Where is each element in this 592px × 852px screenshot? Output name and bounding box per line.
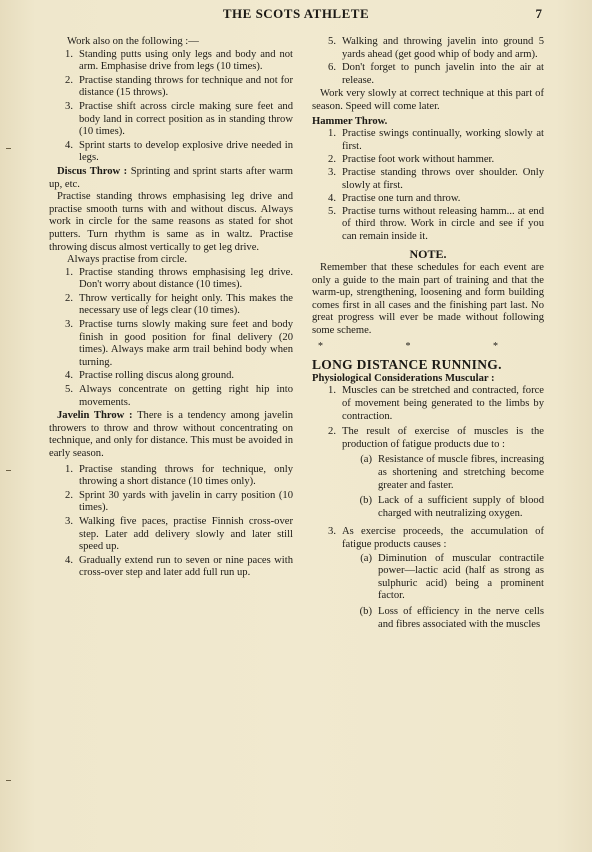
item-number: (a) [360, 454, 372, 466]
list-item [312, 495, 544, 520]
list-item [49, 49, 293, 74]
list-item [49, 293, 293, 318]
long-distance-item-3 [312, 526, 544, 551]
item-number: 3. [328, 166, 336, 178]
discus-list [49, 267, 293, 410]
item-number: 3. [65, 100, 73, 112]
item-number: 5. [328, 36, 336, 47]
list-item [49, 490, 293, 515]
item-text: The result of exercise of muscles is the production of fatigue products due to : [342, 426, 544, 450]
page-number: 7 [535, 6, 542, 21]
discus-heading: Discus Throw : [57, 165, 128, 177]
list-item [312, 454, 544, 492]
item-number: 1. [65, 266, 73, 278]
item-number: 2. [65, 489, 73, 501]
item-number: 4. [65, 370, 73, 382]
item-number: 4. [328, 192, 336, 204]
item-number: 3. [328, 526, 336, 538]
javelin-paragraph [49, 410, 293, 460]
list-item [49, 319, 293, 369]
list-item [49, 516, 293, 554]
note-paragraph: Remember that these schedules for each event are only a guide to the main part of training and that the warm-up, strengthening, loosening and form building comes first in all cases and the finishing part last. No great progress will ever be made without following some scheme. [312, 262, 544, 337]
item-number: 2. [65, 74, 73, 86]
left-column [49, 36, 293, 581]
item-number: 3. [65, 515, 73, 527]
section-divider-stars: * * * [318, 340, 538, 352]
item-text: Always concentrate on getting right hip into movements. [79, 384, 293, 408]
item-number: (b) [359, 495, 372, 507]
list-item [312, 167, 544, 192]
discus-practise-paragraph: Practise standing throws emphasising leg drive and practise smooth turns with and without discus. Always work in circle for the same reasons as stated for shot putters. Turn rhythm is same as in waltz. Practise throwing discus almost vertically to get leg drive. [49, 191, 293, 253]
margin-mark [6, 148, 11, 149]
item-text: Practise rolling discus along ground. [79, 370, 235, 382]
item-text: Practise standing throws emphasising leg drive. Don't worry about distance (10 times). [79, 266, 293, 291]
list-item [49, 464, 293, 489]
list-item [49, 101, 293, 139]
item-text: As exercise proceeds, the accumulation of fatigue products causes : [342, 526, 544, 550]
item-text: Practise standing throws for technique and not for distance (15 throws). [79, 74, 293, 99]
javelin-continued-list [312, 36, 544, 87]
list-item [312, 193, 544, 206]
running-header [0, 4, 592, 24]
list-item [312, 606, 544, 631]
item-text: Walking five paces, practise Finnish cross-over step. Later add delivery slowly and later still speed up. [79, 515, 293, 553]
discus-intro-text: Sprinting and sprint starts after warm up, etc. [49, 165, 293, 190]
fatigue-causes-list [312, 454, 544, 520]
item-text: Practise foot work without hammer. [342, 153, 495, 165]
note-heading: NOTE. [409, 246, 447, 261]
item-number: 2. [65, 292, 73, 304]
item-number: (b) [359, 605, 372, 617]
item-text: Practise swings continually, working slowly at first. [342, 128, 544, 152]
list-item [312, 154, 544, 167]
list-item [312, 385, 544, 423]
list-item [49, 384, 293, 409]
item-text: Loss of efficiency in the nerve cells and fibres associated with the muscles [378, 605, 544, 630]
list-item [312, 36, 544, 61]
list-item [49, 267, 293, 292]
item-number: 1. [65, 48, 73, 60]
item-text: Lack of a sufficient supply of blood charged with neutralizing oxygen. [378, 495, 544, 519]
item-text: Sprint starts to develop explosive drive needed in legs. [79, 139, 293, 164]
fatigue-effects-list [312, 553, 544, 632]
work-slowly-paragraph: Work very slowly at correct technique at this part of season. Speed will come later. [312, 88, 544, 112]
item-number: 4. [65, 554, 73, 566]
item-number: 6. [328, 62, 336, 74]
javelin-heading: Javelin Throw : [57, 410, 133, 422]
item-text: Practise standing throws for technique, only throwing a short distance (10 times only). [79, 463, 293, 488]
list-item [312, 206, 544, 244]
item-number: 4. [65, 139, 73, 151]
item-text: Don't forget to punch javelin into the air at release. [342, 62, 544, 86]
list-item [49, 370, 293, 383]
discus-paragraph [49, 166, 293, 191]
item-text: Muscles can be stretched and contracted, force of movement being generated to the limbs by contraction. [342, 385, 544, 422]
item-number: 3. [65, 319, 73, 331]
javelin-list [49, 464, 293, 580]
item-text: Gradually extend run to seven or nine paces with cross-over step and later add full run up. [79, 554, 293, 579]
item-number: 5. [328, 205, 336, 217]
item-number: 2. [328, 426, 336, 438]
shot-intro: Work also on the following :— [67, 36, 199, 47]
discus-circle-line: Always practise from circle. [67, 254, 188, 266]
item-text: Practise shift across circle making sure feet and body land in correct position as in standing throw (10 times). [79, 100, 293, 138]
running-title: THE SCOTS ATHLETE [222, 6, 370, 21]
shot-list [49, 49, 293, 165]
item-text: Diminution of muscular contractile power—lactic acid (half as strong as sulphuric acid) being a prominent factor. [378, 552, 544, 602]
hammer-heading: Hammer Throw. [312, 115, 388, 127]
item-number: 5. [65, 384, 73, 396]
item-text: Standing putts using only legs and body and not arm. Emphasise drive from legs (10 times). [79, 48, 293, 73]
item-number: 2. [328, 153, 336, 165]
item-text: Practise one turn and throw. [342, 192, 461, 204]
margin-mark [6, 780, 11, 781]
item-text: Sprint 30 yards with javelin in carry position (10 times). [79, 489, 293, 514]
item-text: Practise standing throws over shoulder. Only slowly at first. [342, 166, 544, 191]
list-item [312, 426, 544, 451]
list-item [49, 75, 293, 100]
list-item [312, 62, 544, 87]
list-item [49, 140, 293, 165]
item-number: 1. [328, 385, 336, 397]
item-text: Walking and throwing javelin into ground 5 yards ahead (get good whip of body and arm). [342, 36, 544, 60]
item-text: Throw vertically for height only. This makes the necessary use of legs clear (10 times). [79, 292, 293, 317]
item-number: (a) [360, 552, 372, 564]
hammer-list [312, 128, 544, 243]
margin-mark [6, 470, 11, 471]
list-item [312, 128, 544, 153]
right-column [312, 36, 544, 634]
long-distance-heading: LONG DISTANCE RUNNING. [312, 357, 502, 373]
item-text: Practise turns without releasing hamm... at end of third throw. Work in circle and see if you can remain inside it. [342, 205, 544, 242]
item-text: Resistance of muscle fibres, increasing as shortening and stretching become greater and faster. [378, 454, 544, 491]
list-item [312, 553, 544, 603]
item-number: 1. [65, 463, 73, 475]
list-item [312, 526, 544, 551]
long-distance-list [312, 385, 544, 451]
item-number: 1. [328, 128, 336, 140]
javelin-intro-text: There is a tendency among javelin throwers to throw and throw without concentrating on technique, and only for distance. This must be avoided in early season. [49, 410, 293, 459]
physiological-subheading: Physiological Considerations Muscular : [312, 372, 495, 384]
list-item [49, 555, 293, 580]
item-text: Practise turns slowly making sure feet and body finish in good position for final delivery (20 times). Always make arm trail behind body when turning. [79, 319, 293, 368]
